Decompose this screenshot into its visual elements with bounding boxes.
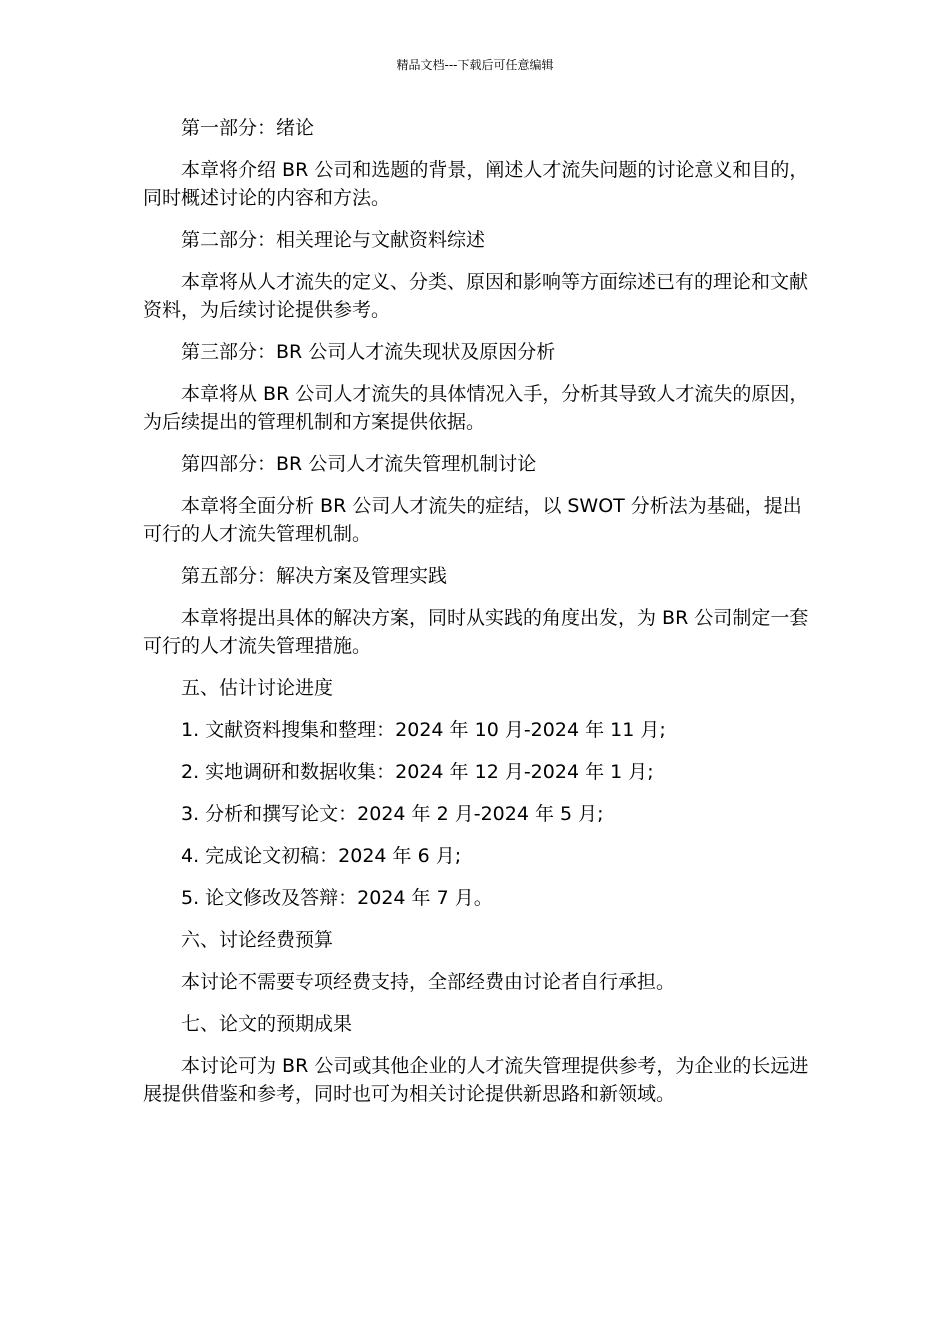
paragraph-3: 本章将从 BR 公司人才流失的具体情况入手，分析其导致人才流失的原因，为后续提出的管理机制和方案提供依据。 — [143, 383, 809, 433]
schedule-item-4: 4. 完成论文初稿：2024 年 6 月; — [181, 845, 462, 867]
section-heading-4: 第四部分：BR 公司人才流失管理机制讨论 — [181, 453, 537, 475]
paragraph-2: 本章将从人才流失的定义、分类、原因和影响等方面综述已有的理论和文献资料，为后续讨论提供参考。 — [143, 271, 809, 321]
section-heading-1: 第一部分：绪论 — [181, 117, 315, 139]
budget-paragraph: 本讨论不需要专项经费支持，全部经费由讨论者自行承担。 — [181, 971, 676, 993]
outcomes-paragraph: 本讨论可为 BR 公司或其他企业的人才流失管理提供参考，为企业的长远进展提供借鉴和参考，同时也可为相关讨论提供新思路和新领域。 — [143, 1055, 809, 1105]
paragraph-5: 本章将提出具体的解决方案，同时从实践的角度出发，为 BR 公司制定一套可行的人才流失管理措施。 — [143, 607, 809, 657]
paragraph-1: 本章将介绍 BR 公司和选题的背景，阐述人才流失问题的讨论意义和目的，同时概述讨论的内容和方法。 — [143, 159, 809, 209]
section-heading-2: 第二部分：相关理论与文献资料综述 — [181, 229, 486, 251]
section-heading-schedule: 五、估计讨论进度 — [181, 677, 334, 699]
schedule-item-2: 2. 实地调研和数据收集：2024 年 12 月-2024 年 1 月; — [181, 761, 654, 783]
paragraph-4: 本章将全面分析 BR 公司人才流失的症结，以 SWOT 分析法为基础，提出可行的人才流失管理机制。 — [143, 495, 802, 545]
page-header: 精品文档---下载后可任意编辑 — [396, 58, 554, 72]
section-heading-budget: 六、讨论经费预算 — [181, 929, 334, 951]
section-heading-5: 第五部分：解决方案及管理实践 — [181, 565, 448, 587]
schedule-item-5: 5. 论文修改及答辩：2024 年 7 月。 — [181, 887, 493, 909]
section-heading-outcomes: 七、论文的预期成果 — [181, 1013, 353, 1035]
document-body — [143, 114, 811, 1108]
section-heading-3: 第三部分：BR 公司人才流失现状及原因分析 — [181, 341, 556, 363]
schedule-item-1: 1. 文献资料搜集和整理：2024 年 10 月-2024 年 11 月; — [181, 719, 666, 741]
schedule-item-3: 3. 分析和撰写论文：2024 年 2 月-2024 年 5 月; — [181, 803, 604, 825]
